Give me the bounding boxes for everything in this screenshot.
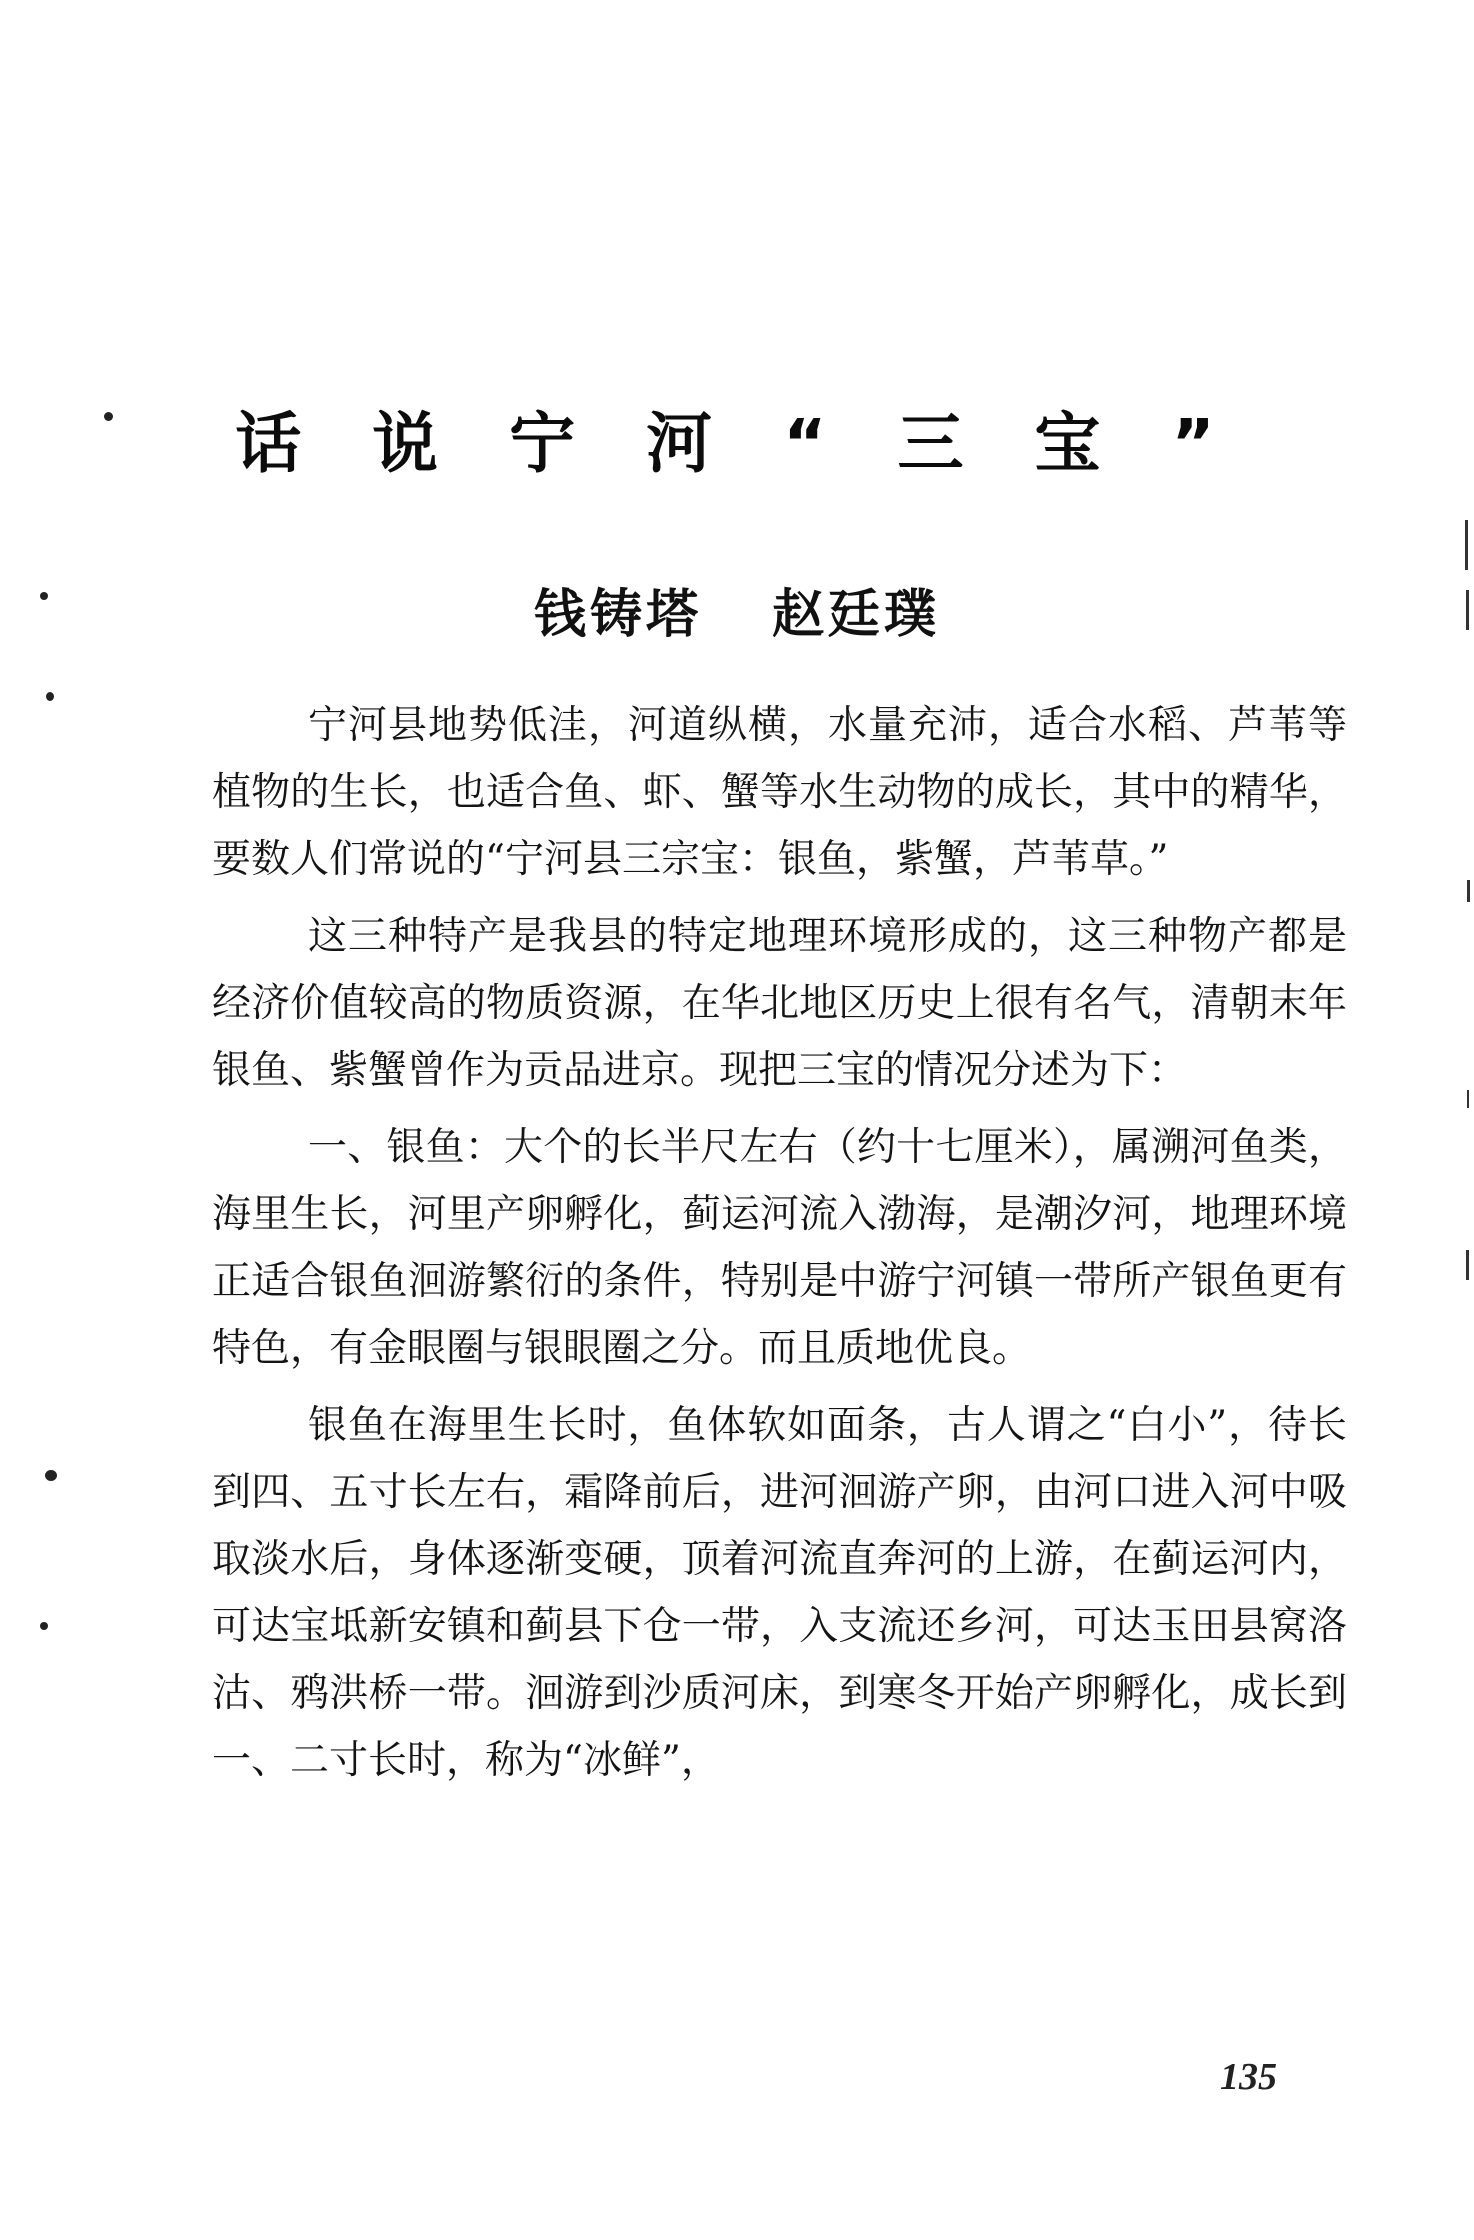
author-line — [0, 572, 1474, 647]
paragraph: 这三种特产是我县的特定地理环境形成的，这三种物产都是经济价值较高的物质资源，在华北地区历史上很有名气，清朝末年银鱼、紫蟹曾作为贡品进京。现把三宝的情况分述为下： — [212, 914, 1347, 1093]
edge-mark — [1465, 520, 1468, 570]
paragraph: 一、银鱼：大个的长半尺左右（约十七厘米），属溯河鱼类，海里生长，河里产卵孵化，蓟运河流入渤海，是潮汐河，地理环境正适合银鱼洄游繁衍的条件，特别是中游宁河镇一带所产银鱼更有特色，有金眼圈与银眼圈之分。而且质地优良。 — [212, 1125, 1347, 1371]
author-name: 赵廷璞 — [772, 584, 941, 645]
article-body — [212, 692, 1347, 1804]
scan-speck — [40, 1622, 48, 1630]
edge-mark — [1467, 1090, 1469, 1108]
edge-mark — [1467, 880, 1470, 902]
page-number: 135 — [1220, 2056, 1277, 2098]
scan-speck — [46, 692, 54, 701]
author-name: 钱铸塔 — [533, 584, 702, 645]
article-title: 话 说 宁 河 “ 三 宝 ” — [235, 405, 1239, 482]
paragraph: 银鱼在海里生长时，鱼体软如面条，古人谓之“白小”，待长到四、五寸长左右，霜降前后，进河洄游产卵，由河口进入河中吸取淡水后，身体逐渐变硬，顶着河流直奔河的上游，在蓟运河内，可达宝坻新安镇和蓟县下仓一带，入支流还乡河，可达玉田县窝洛沽、鸦洪桥一带。洄游到沙质河床，到寒冬开始产卵孵化，成长到一、二寸长时，称为“冰鲜”， — [212, 1403, 1347, 1783]
paragraph: 宁河县地势低洼，河道纵横，水量充沛，适合水稻、芦苇等植物的生长，也适合鱼、虾、蟹等水生动物的成长，其中的精华，要数人们常说的“宁河县三宗宝：银鱼，紫蟹，芦苇草。” — [212, 703, 1347, 882]
edge-mark — [1466, 1250, 1469, 1280]
scan-speck — [45, 1470, 57, 1481]
